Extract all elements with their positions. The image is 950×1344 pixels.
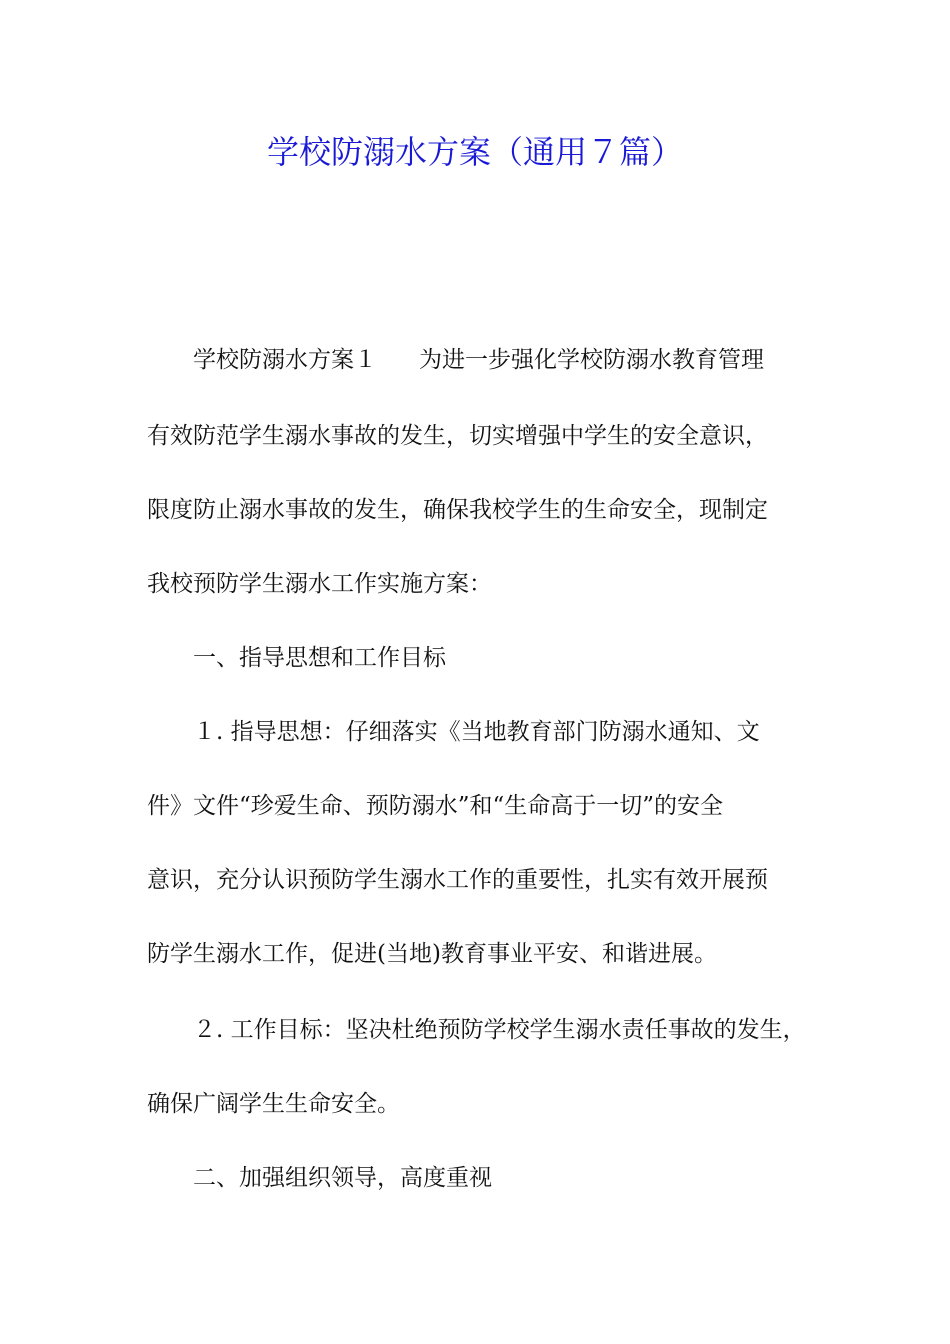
section-heading-inline: 学校防溺水方案１ (193, 347, 377, 373)
paragraph-text: 为进一步强化学校防溺水教育管理 (419, 347, 764, 373)
paragraph-line: 确保广阔学生生命安全。 (147, 1091, 400, 1117)
paragraph-line: 我校预防学生溺水工作实施方案： (147, 571, 492, 597)
paragraph-line: 防学生溺水工作，促进(当地)教育事业平安、和谐进展。 (147, 941, 717, 967)
section-heading: 二、加强组织领导，高度重视 (193, 1165, 492, 1191)
paragraph-line: 件》文件“珍爱生命、预防溺水”和“生命高于一切”的安全 (147, 793, 724, 819)
document-title: 学校防溺水方案（通用７篇） (266, 133, 683, 171)
paragraph-line: １. 指导思想：仔细落实《当地教育部门防溺水通知、文 (193, 719, 760, 745)
paragraph-line (193, 343, 764, 377)
paragraph-line: 有效防范学生溺水事故的发生，切实增强中学生的安全意识， (147, 423, 768, 449)
section-heading: 一、指导思想和工作目标 (193, 645, 446, 671)
paragraph-line: 意识，充分认识预防学生溺水工作的重要性，扎实有效开展预 (147, 867, 768, 893)
paragraph-line: 限度防止溺水事故的发生，确保我校学生的生命安全，现制定 (147, 497, 768, 523)
paragraph-line: ２. 工作目标：坚决杜绝预防学校学生溺水责任事故的发生， (193, 1017, 806, 1043)
